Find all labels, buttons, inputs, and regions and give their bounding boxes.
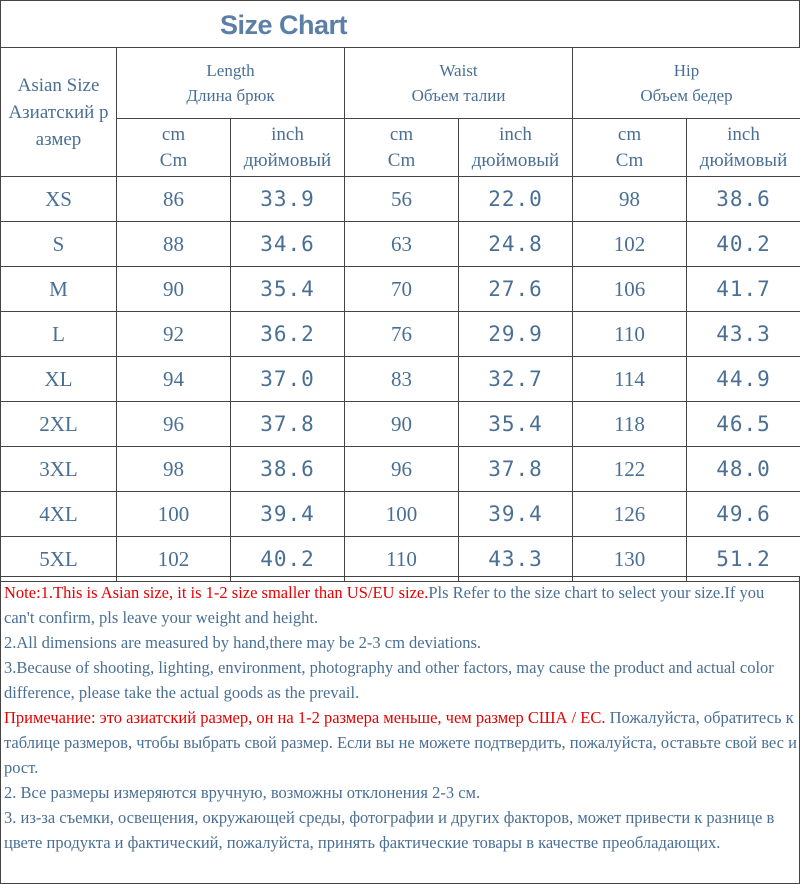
waist-cm-cell: 100	[345, 492, 459, 537]
waist-cm-cell: 70	[345, 267, 459, 312]
length-inch-cell: 40.2	[231, 537, 345, 582]
header-row-units	[1, 119, 800, 177]
length-inch-cell: 36.2	[231, 312, 345, 357]
length-cm-cell: 96	[117, 402, 231, 447]
table-row	[1, 177, 800, 222]
hip-inch-cell: 46.5	[687, 402, 800, 447]
length-group-header	[117, 48, 345, 119]
hip-cm-cell: 102	[573, 222, 687, 267]
length-inch-cell: 33.9	[231, 177, 345, 222]
unit-inch-line1: inch	[499, 123, 532, 145]
length-label-ru: Длина брюк	[186, 86, 275, 105]
note-ru-1-text: Пожалуйста, обратитесь к таблице размеров, чтобы выбрать свой размер. Если вы не можете подтвердить, пожалуйста, оставьте свой вес и рост.	[4, 708, 797, 777]
length-inch-cell: 35.4	[231, 267, 345, 312]
size-cell: 5XL	[1, 537, 117, 582]
unit-inch-header	[687, 119, 800, 177]
size-table	[0, 47, 800, 582]
hip-cm-cell: 106	[573, 267, 687, 312]
unit-inch-header	[231, 119, 345, 177]
hip-cm-cell: 98	[573, 177, 687, 222]
waist-inch-cell: 35.4	[459, 402, 573, 447]
hip-inch-cell: 44.9	[687, 357, 800, 402]
hip-cm-cell: 122	[573, 447, 687, 492]
hip-cm-cell: 118	[573, 402, 687, 447]
waist-cm-cell: 110	[345, 537, 459, 582]
unit-cm-line2: Cm	[615, 149, 644, 171]
size-header-line1: Asian Size	[17, 74, 100, 96]
waist-label-en: Waist	[439, 61, 478, 80]
length-cm-cell: 98	[117, 447, 231, 492]
unit-cm-header	[117, 119, 231, 177]
size-header-line3: азмер	[35, 128, 82, 150]
hip-label-en: Hip	[673, 61, 700, 80]
hip-inch-cell: 41.7	[687, 267, 800, 312]
table-row	[1, 537, 800, 582]
size-cell: XL	[1, 357, 117, 402]
note-en-3: 3.Because of shooting, lighting, environment, photography and other factors, may cause the product and actual color difference, please take the actual goods as the prevail.	[4, 658, 774, 702]
unit-inch-header	[459, 119, 573, 177]
note-ru-3: 3. из-за съемки, освещения, окружающей среды, фотографии и других факторов, может привести к разнице в цвете продукта и фактический, пожалуйста, принять фактические товары в качестве преобладающих.	[4, 808, 775, 852]
size-cell: 4XL	[1, 492, 117, 537]
note-ru-2: 2. Все размеры измеряются вручную, возможны отклонения 2-3 см.	[4, 783, 481, 802]
table-row	[1, 402, 800, 447]
unit-inch-line2: дюймовый	[471, 149, 560, 171]
length-inch-cell: 34.6	[231, 222, 345, 267]
size-cell: S	[1, 222, 117, 267]
waist-cm-cell: 90	[345, 402, 459, 447]
note-ru-1-warning: Примечание: это азиатский размер, он на 1-2 размера меньше, чем размер США / ЕС.	[4, 708, 606, 727]
unit-cm-line1: cm	[161, 123, 186, 145]
length-inch-cell: 38.6	[231, 447, 345, 492]
length-cm-cell: 88	[117, 222, 231, 267]
length-label-en: Length	[206, 61, 255, 80]
length-inch-cell: 37.0	[231, 357, 345, 402]
table-row	[1, 357, 800, 402]
unit-cm-line1: cm	[389, 123, 414, 145]
size-header-line2: Азиатский р	[8, 101, 109, 123]
table-row	[1, 222, 800, 267]
notes-panel	[0, 576, 800, 884]
unit-inch-line2: дюймовый	[699, 149, 788, 171]
header-row-groups	[1, 48, 800, 119]
hip-inch-cell: 43.3	[687, 312, 800, 357]
waist-inch-cell: 27.6	[459, 267, 573, 312]
size-cell: 3XL	[1, 447, 117, 492]
length-cm-cell: 90	[117, 267, 231, 312]
note-en-1-warning: Note:1.This is Asian size, it is 1-2 size smaller than US/EU size.	[4, 583, 429, 602]
size-cell: XS	[1, 177, 117, 222]
hip-cm-cell: 110	[573, 312, 687, 357]
waist-cm-cell: 56	[345, 177, 459, 222]
waist-inch-cell: 22.0	[459, 177, 573, 222]
length-cm-cell: 102	[117, 537, 231, 582]
unit-cm-line2: Cm	[159, 149, 188, 171]
waist-inch-cell: 37.8	[459, 447, 573, 492]
hip-group-header	[573, 48, 800, 119]
length-cm-cell: 100	[117, 492, 231, 537]
hip-cm-cell: 130	[573, 537, 687, 582]
hip-cm-cell: 126	[573, 492, 687, 537]
waist-cm-cell: 83	[345, 357, 459, 402]
table-row	[1, 492, 800, 537]
size-cell: 2XL	[1, 402, 117, 447]
waist-cm-cell: 63	[345, 222, 459, 267]
length-cm-cell: 94	[117, 357, 231, 402]
waist-inch-cell: 43.3	[459, 537, 573, 582]
note-ru-1	[4, 705, 797, 780]
length-inch-cell: 39.4	[231, 492, 345, 537]
size-column-header	[1, 48, 117, 177]
size-cell: L	[1, 312, 117, 357]
note-en-1	[4, 580, 797, 630]
hip-label-ru: Объем бедер	[640, 86, 733, 105]
unit-cm-header	[345, 119, 459, 177]
table-row	[1, 312, 800, 357]
waist-cm-cell: 76	[345, 312, 459, 357]
unit-cm-line2: Cm	[387, 149, 416, 171]
waist-inch-cell: 29.9	[459, 312, 573, 357]
hip-cm-cell: 114	[573, 357, 687, 402]
length-inch-cell: 37.8	[231, 402, 345, 447]
waist-inch-cell: 32.7	[459, 357, 573, 402]
unit-inch-line1: inch	[727, 123, 760, 145]
waist-group-header	[345, 48, 573, 119]
hip-inch-cell: 51.2	[687, 537, 800, 582]
unit-inch-line2: дюймовый	[243, 149, 332, 171]
hip-inch-cell: 40.2	[687, 222, 800, 267]
table-row	[1, 267, 800, 312]
waist-label-ru: Объем талии	[411, 86, 506, 105]
table-row	[1, 447, 800, 492]
hip-inch-cell: 49.6	[687, 492, 800, 537]
hip-inch-cell: 48.0	[687, 447, 800, 492]
hip-inch-cell: 38.6	[687, 177, 800, 222]
waist-inch-cell: 24.8	[459, 222, 573, 267]
waist-cm-cell: 96	[345, 447, 459, 492]
waist-inch-cell: 39.4	[459, 492, 573, 537]
note-en-2: 2.All dimensions are measured by hand,there may be 2-3 cm deviations.	[4, 633, 481, 652]
unit-cm-line1: cm	[617, 123, 642, 145]
length-cm-cell: 92	[117, 312, 231, 357]
size-cell: M	[1, 267, 117, 312]
chart-title: Size Chart	[0, 0, 800, 48]
note-en-1-text: Pls Refer to the size chart to select your size.If you can't confirm, pls leave your weight and height.	[4, 583, 765, 627]
length-cm-cell: 86	[117, 177, 231, 222]
unit-inch-line1: inch	[271, 123, 304, 145]
unit-cm-header	[573, 119, 687, 177]
